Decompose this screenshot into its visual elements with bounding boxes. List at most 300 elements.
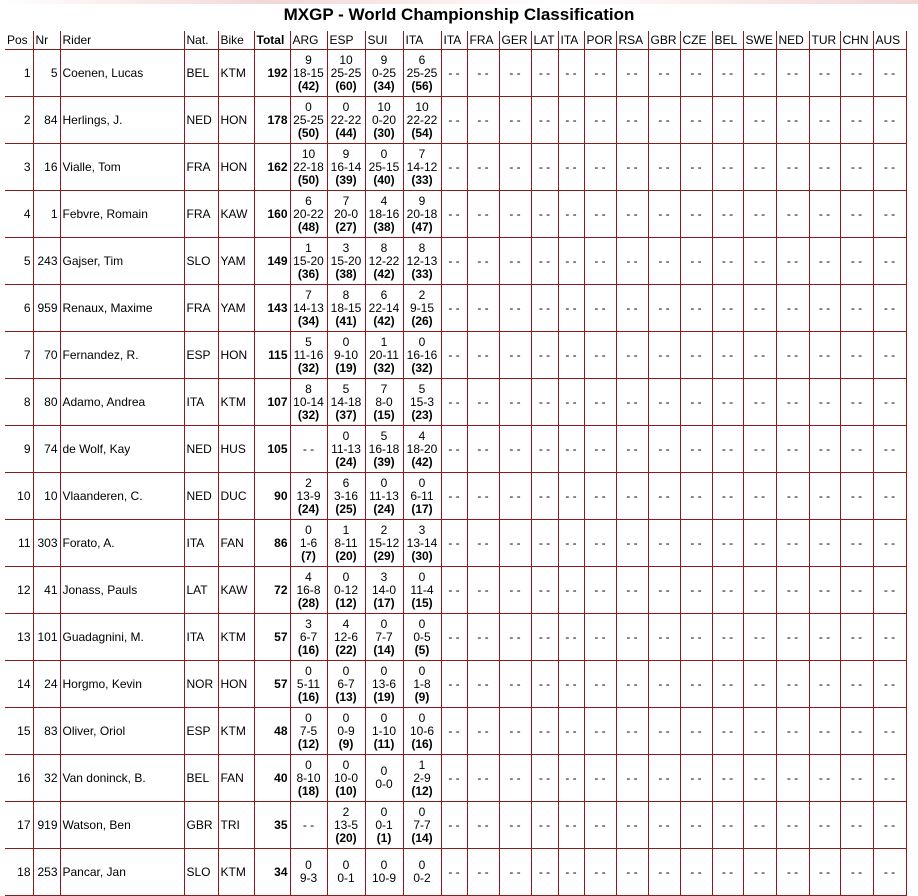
event-result-empty: - - [558,379,584,426]
event-result-empty: - - [680,426,712,473]
event-result-empty: - - [680,849,712,896]
event-result-empty: - - [776,614,809,661]
event-result-empty: - - [441,285,467,332]
event-result-position: 9 [342,146,350,161]
event-result-race-points: 20-0 [333,206,359,221]
event-result-position: 5 [342,381,350,396]
row-total: 90 [254,473,290,520]
row-pos: 7 [5,332,33,379]
row-bike: KAW [218,567,254,614]
event-result-empty: - - [712,332,743,379]
header-event-4[interactable]: ITA [441,31,467,50]
row-bike: HUS [218,426,254,473]
row-nr: 5 [33,50,60,97]
row-bike: DUC [218,473,254,520]
table-row [5,332,906,379]
header-event-13[interactable]: BEL [712,31,743,50]
row-total: 143 [254,285,290,332]
header-event-2[interactable]: SUI [365,31,403,50]
event-result-empty: - - [499,285,531,332]
rider-name[interactable]: Oliver, Oriol [60,708,184,755]
event-result-position: 0 [305,99,312,114]
row-nr: 243 [33,238,60,285]
event-result-cell [403,144,441,191]
event-result-empty: - - [776,426,809,473]
row-total: 57 [254,661,290,708]
event-result-empty: - - [873,520,906,567]
row-total: 86 [254,520,290,567]
header-event-8[interactable]: ITA [558,31,584,50]
event-result-total-points: (33) [411,266,433,281]
event-result-race-points: 20-22 [293,206,324,221]
event-result-position: 9 [380,52,388,67]
row-nationality: GBR [184,802,218,849]
event-result-cell [327,802,365,849]
event-result-total-points: (50) [297,172,320,187]
rider-name[interactable]: Fernandez, R. [60,332,184,379]
event-result-empty: - - [467,50,499,97]
event-result-race-points: 0-1 [375,817,393,832]
event-result-position: 0 [342,334,350,349]
rider-name[interactable]: Pancar, Jan [60,849,184,896]
header-event-1[interactable]: ESP [327,31,365,50]
event-result-empty: - - [680,755,712,802]
event-result-empty: - - [809,191,840,238]
event-result-empty: - - [809,708,840,755]
event-result-cell [290,755,327,802]
event-result-empty: - - [776,191,809,238]
event-result-race-points: 15-20 [330,253,362,268]
event-result-race-points: 10-14 [293,394,324,409]
event-result-race-points: 18-16 [368,206,400,221]
row-bike: KTM [218,50,254,97]
event-result-race-points: 16-16 [406,347,438,362]
rider-name[interactable]: Horgmo, Kevin [60,661,184,708]
header-event-7[interactable]: LAT [531,31,558,50]
event-result-total-points: (28) [297,595,320,610]
event-result-position: 2 [305,475,312,490]
event-result-race-points: 22-22 [330,112,362,127]
event-result-empty: - - [680,285,712,332]
event-result-position: 5 [418,381,426,396]
row-nationality: FRA [184,191,218,238]
row-pos: 3 [5,144,33,191]
event-result-empty: - - [873,379,906,426]
event-result-race-points: 7-5 [299,723,318,738]
row-nationality: FRA [184,144,218,191]
event-result-empty: - - [743,97,776,144]
event-result-cell [403,426,441,473]
event-result-empty: - - [743,238,776,285]
row-nr: 101 [33,614,60,661]
event-result-cell [403,473,441,520]
row-total: 149 [254,238,290,285]
event-result-empty: - - [441,473,467,520]
event-result-race-points: 6-11 [410,488,434,503]
event-result-empty: - - [467,755,499,802]
event-result-empty: - - [712,191,743,238]
rider-name[interactable]: Herlings, J. [60,97,184,144]
event-result-race-points: 16-8 [296,582,321,597]
event-result-total-points: (17) [411,501,433,516]
header-total[interactable]: Total [254,31,290,50]
event-result-position: 0 [418,858,426,872]
event-result-empty: - - [441,567,467,614]
rider-name[interactable]: de Wolf, Kay [60,426,184,473]
event-result-race-points: 18-15 [293,65,324,80]
event-result-cell [290,708,327,755]
header-event-15[interactable]: NED [776,31,809,50]
event-result-empty: - - [467,191,499,238]
event-result-position: 0 [380,146,388,161]
event-result-total-points: (15) [411,595,433,610]
event-result-cell [327,614,365,661]
header-event-9[interactable]: POR [584,31,616,50]
event-result-empty: - - [648,50,680,97]
row-nationality: BEL [184,755,218,802]
event-result-race-points: 22-14 [368,300,400,315]
header-event-10[interactable]: RSA [616,31,648,50]
event-result-empty: - - [776,50,809,97]
event-result-race-points: 12-6 [333,629,359,644]
event-result-empty: - - [743,708,776,755]
event-result-empty: - - [840,802,873,849]
row-pos: 5 [5,238,33,285]
event-result-empty: - - [558,50,584,97]
event-result-cell [403,661,441,708]
event-result-cell [403,755,441,802]
event-result-empty: - - [499,191,531,238]
row-total: 72 [254,567,290,614]
event-result-empty: - - [840,661,873,708]
event-result-empty: - - [648,238,680,285]
event-result-cell [365,191,403,238]
event-result-cell [365,473,403,520]
event-result-cell [365,379,403,426]
row-nr: 959 [33,285,60,332]
header-event-18[interactable]: AUS [873,31,906,50]
event-result-empty: - - [680,708,712,755]
event-result-empty: - - [616,708,648,755]
event-result-empty: - - [584,520,616,567]
event-result-cell [327,238,365,285]
rider-name[interactable]: Watson, Ben [60,802,184,849]
event-result-empty: - - [616,50,648,97]
event-result-total-points: (15) [373,407,395,422]
event-result-cell [327,661,365,708]
event-result-empty: - - [584,97,616,144]
rider-name[interactable]: Renaux, Maxime [60,285,184,332]
event-result-position: 10 [339,52,353,67]
event-result-empty: - - [840,849,873,896]
event-result-cell [365,50,403,97]
event-result-empty: - - [873,238,906,285]
event-result-empty: - - [648,191,680,238]
event-result-empty: - - [873,473,906,520]
event-result-total-points: (36) [297,266,320,281]
row-total: 107 [254,379,290,426]
event-result-empty: - - [840,379,873,426]
rider-name[interactable]: Van doninck, B. [60,755,184,802]
row-total: 48 [254,708,290,755]
header-pos[interactable]: Pos [5,31,33,50]
event-result-race-points: 2-9 [413,770,431,785]
header-event-5[interactable]: FRA [467,31,499,50]
event-result-position: 1 [305,240,312,255]
row-nr: 253 [33,849,60,896]
event-result-empty: - - [441,614,467,661]
event-result-position: 0 [418,334,426,349]
event-result-total-points: (20) [335,830,357,845]
event-result-race-points: 10-9 [371,871,397,885]
event-result-empty: - - [531,802,558,849]
event-result-cell [327,708,365,755]
event-result-total-points: (23) [411,407,433,422]
row-total: 160 [254,191,290,238]
row-pos: 11 [5,520,33,567]
event-result-empty: - - [809,849,840,896]
event-result-position: 8 [380,240,388,255]
row-nr: 70 [33,332,60,379]
event-result-empty: - - [531,708,558,755]
event-result-position: 0 [342,569,350,584]
event-result-empty: - - [499,567,531,614]
event-result-empty: - - [776,332,809,379]
event-result-empty: - - [680,520,712,567]
event-result-total-points: (38) [373,219,395,234]
rider-name[interactable]: Vlaanderen, C. [60,473,184,520]
event-result-race-points: 20-18 [406,206,438,221]
event-result-race-points: 9-10 [333,347,359,362]
rider-name[interactable]: Febvre, Romain [60,191,184,238]
event-result-empty: - - [809,332,840,379]
event-result-empty: - - [584,379,616,426]
event-result-cell [327,379,365,426]
event-result-empty: - - [712,661,743,708]
row-nationality: NED [184,473,218,520]
row-bike: FAN [218,520,254,567]
event-result-empty: - - [776,520,809,567]
event-result-total-points: (11) [373,736,395,751]
rider-name[interactable]: Coenen, Lucas [60,50,184,97]
header-nat[interactable]: Nat. [184,31,218,50]
event-result-cell [365,520,403,567]
event-result-position: 9 [305,52,312,67]
header-bike[interactable]: Bike [218,31,254,50]
header-event-17[interactable]: CHN [840,31,873,50]
event-result-empty: - - [743,285,776,332]
row-bike: HON [218,661,254,708]
header-event-14[interactable]: SWE [743,31,776,50]
header-event-11[interactable]: GBR [648,31,680,50]
event-result-empty: - - [584,802,616,849]
event-result-empty: - - [558,97,584,144]
event-result-total-points: (50) [297,125,320,140]
event-result-total-points: (29) [373,548,395,563]
event-result-empty: - - [558,708,584,755]
header-event-12[interactable]: CZE [680,31,712,50]
event-result-total-points: (13) [335,689,357,704]
event-result-position: 0 [380,663,388,678]
event-result-total-points: (24) [373,501,395,516]
event-result-empty: - - [776,755,809,802]
event-result-empty: - - [776,285,809,332]
event-result-empty: - - [873,661,906,708]
event-result-position: 6 [418,52,426,67]
row-nr: 1 [33,191,60,238]
event-result-empty: - - [680,614,712,661]
row-pos: 17 [5,802,33,849]
event-result-empty: - - [441,238,467,285]
event-result-cell [403,614,441,661]
row-nr: 74 [33,426,60,473]
event-result-empty: - - [499,426,531,473]
event-result-empty: - - [873,708,906,755]
event-result-empty: - - [616,755,648,802]
event-result-race-points: 11-13 [369,488,399,503]
event-result-race-points: 6-7 [337,676,355,691]
event-result-cell [327,520,365,567]
header-event-6[interactable]: GER [499,31,531,50]
event-result-empty: - - [616,802,648,849]
rider-name[interactable]: Adamo, Andrea [60,379,184,426]
event-result-empty: - - [743,379,776,426]
event-result-cell [290,379,327,426]
table-row [5,379,906,426]
event-result-empty: - - [616,849,648,896]
event-result-empty: - - [499,332,531,379]
event-result-empty: - - [840,473,873,520]
event-result-total-points: (32) [411,360,433,375]
event-result-cell [290,97,327,144]
event-result-cell [290,50,327,97]
row-nationality: ITA [184,379,218,426]
event-result-cell [365,708,403,755]
event-result-total-points: (42) [297,78,320,93]
event-result-empty: - - [743,473,776,520]
event-result-position: 0 [342,428,350,443]
table-row [5,50,906,97]
event-result-empty: - - [840,285,873,332]
row-total: 57 [254,614,290,661]
event-result-empty: - - [531,97,558,144]
event-result-empty: - - [648,849,680,896]
event-result-empty: - - [499,520,531,567]
event-result-empty: - - [499,379,531,426]
table-row [5,285,906,332]
rider-name[interactable]: Vialle, Tom [60,144,184,191]
event-result-race-points: 11-13 [331,441,361,456]
event-result-empty: - - [712,849,743,896]
event-result-empty: - - [840,332,873,379]
row-pos: 13 [5,614,33,661]
event-result-cell [290,285,327,332]
event-result-total-points: (54) [411,125,433,140]
event-result-total-points: (42) [373,266,395,281]
event-result-race-points: 13-14 [406,535,438,550]
event-result-empty: - - [558,520,584,567]
header-event-0[interactable]: ARG [290,31,327,50]
event-result-position: 0 [305,522,312,537]
event-result-empty: - - [743,332,776,379]
header-event-16[interactable]: TUR [809,31,840,50]
event-result-race-points: 15-20 [293,253,324,268]
event-result-cell [327,332,365,379]
event-result-position: 0 [342,99,350,114]
event-result-empty: - - [873,567,906,614]
event-result-position: 6 [380,287,388,302]
header-rider[interactable]: Rider [60,31,184,50]
header-event-3[interactable]: ITA [403,31,441,50]
event-result-empty: - - [499,50,531,97]
event-result-empty: - - [648,802,680,849]
page-title: MXGP - World Championship Classification [283,5,635,24]
event-result-empty: - - [840,144,873,191]
row-pos: 16 [5,755,33,802]
event-result-race-points: 25-25 [330,65,362,80]
event-result-empty: - - [616,520,648,567]
event-result-empty: - - [441,755,467,802]
event-result-position: 10 [377,99,391,114]
event-result-empty: - - [680,567,712,614]
event-result-race-points: 22-22 [406,112,438,127]
table-row [5,426,906,473]
event-result-race-points: 0-5 [413,629,431,644]
event-result-empty: - - [680,661,712,708]
event-result-empty: - - [467,567,499,614]
event-result-cell [365,614,403,661]
event-result-empty: - - [584,50,616,97]
rider-name[interactable]: Jonass, Pauls [60,567,184,614]
event-result-empty: - - [648,97,680,144]
event-result-cell [403,285,441,332]
rider-name[interactable]: Gajser, Tim [60,238,184,285]
rider-name[interactable]: Guadagnini, M. [60,614,184,661]
event-result-total-points: (24) [335,454,357,469]
rider-name[interactable]: Forato, A. [60,520,184,567]
event-result-cell [365,426,403,473]
event-result-empty: - - [648,379,680,426]
event-result-empty: - - [499,144,531,191]
event-result-race-points: 14-12 [406,159,438,174]
event-result-position: 4 [305,569,312,584]
event-result-empty: - - [441,50,467,97]
event-result-race-points: 15-12 [368,535,400,550]
header-nr[interactable]: Nr [33,31,60,50]
event-result-empty: - - [840,191,873,238]
event-result-position: 1 [342,522,350,537]
event-result-empty: - - [873,426,906,473]
event-result-race-points: 13-9 [296,488,321,503]
event-result-empty: - - [840,50,873,97]
table-row [5,661,906,708]
row-pos: 2 [5,97,33,144]
event-result-empty: - - [558,332,584,379]
event-result-position: 4 [342,616,350,631]
table-row [5,191,906,238]
row-nationality: NOR [184,661,218,708]
event-result-cell [365,332,403,379]
event-result-cell [290,332,327,379]
event-result-empty: - - [840,708,873,755]
event-result-empty: - - [776,473,809,520]
event-result-total-points: (30) [373,125,395,140]
event-result-empty: - - [441,379,467,426]
event-result-empty: - - [290,802,327,849]
event-result-position: 0 [380,764,388,778]
event-result-empty: - - [584,849,616,896]
event-result-cell [403,50,441,97]
